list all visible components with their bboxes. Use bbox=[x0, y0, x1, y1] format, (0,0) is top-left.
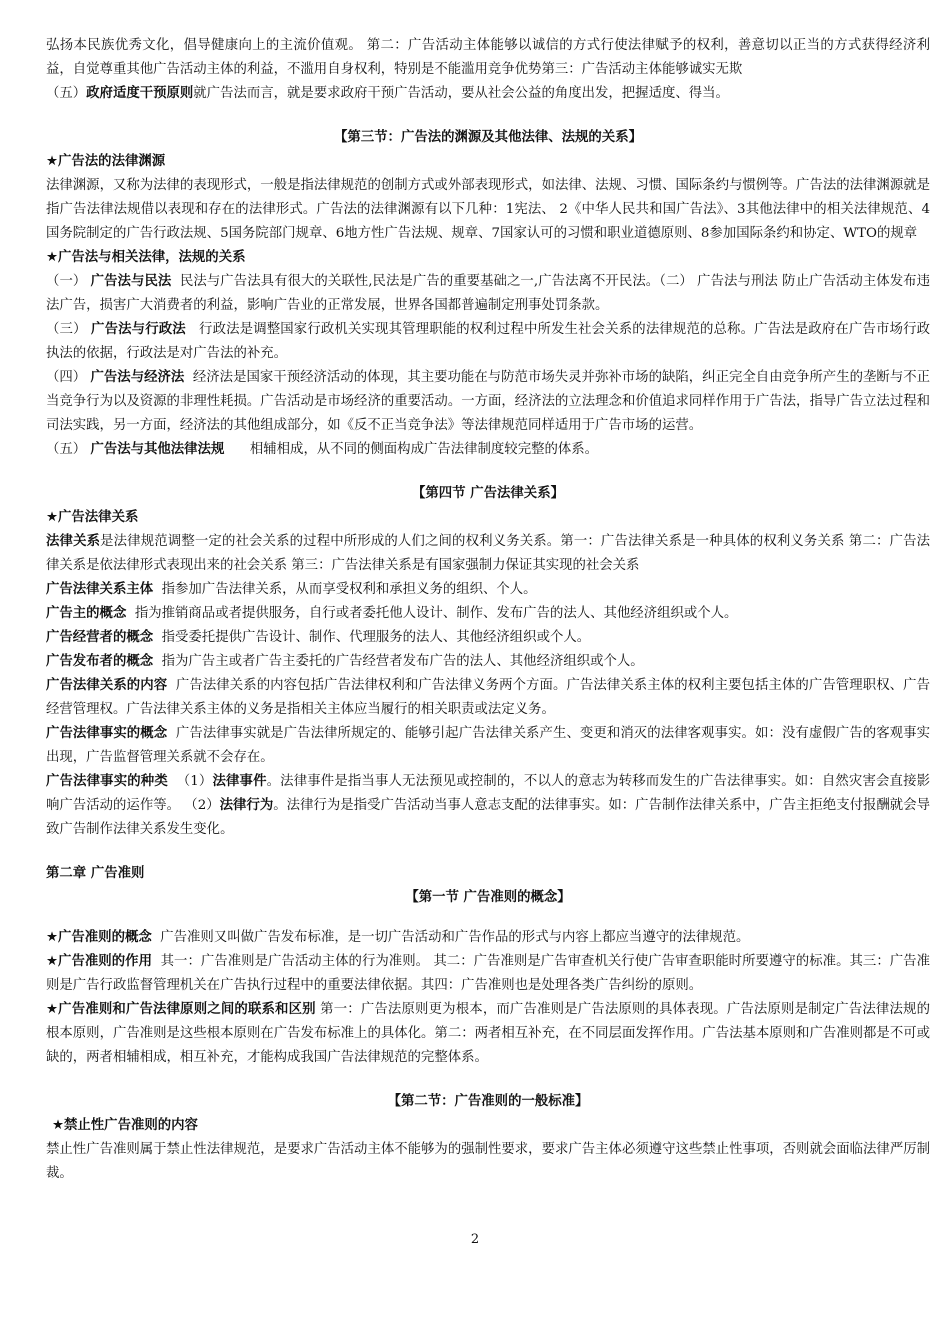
section-heading-2-1: 【第一节 广告准则的概念】 bbox=[405, 890, 571, 905]
bold-term: 广告主的概念 bbox=[46, 606, 127, 621]
item-text: 指受委托提供广告设计、制作、代理服务的法人、其他经济组织或个人。 bbox=[161, 630, 591, 645]
item-text: 民法与广告法具有很大的关联性,民法是广告的重要基础之一,广告法离不开民法。（二） 广告法与刑法 防止广告活动主体发布违法广告，损害广大消费者的利益，影响广告业的正常发展，世界各国都普遍制定刑事处罚条款。 bbox=[46, 274, 930, 313]
paragraph-civil-law bbox=[46, 270, 930, 318]
bold-term: 广告发布者的概念 bbox=[46, 654, 154, 669]
bold-term: 法律关系 bbox=[46, 534, 101, 549]
bold-term: 法律事件 bbox=[212, 774, 267, 789]
definition-content bbox=[46, 674, 930, 722]
item-text: 是法律规范调整一定的社会关系的过程中所形成的人们之间的权利义务关系。第一：广告法律关系是一种具体的权利义务关系 第二：广告法律关系是依法律形式表现出来的社会关系 第三：广告法律关系是有国家强制力保证其实现的社会关系 bbox=[46, 534, 930, 573]
item-text: 指为广告主或者广告主委托的广告经营者发布广告的法人、其他经济组织或个人。 bbox=[161, 654, 644, 669]
page-number: 2 bbox=[470, 1232, 480, 1247]
paragraph-sources: 法律渊源，又称为法律的表现形式，一般是指法律规范的创制方式或外部表现形式，如法律、法规、习惯、国际条约与惯例等。广告法的法律渊源就是指广告法律法规借以表现和存在的法律形式。广告法的法律渊源有以下几种：1宪法、 2《中华人民共和国广告法》、3其他法律中的相关法律规范、4国务院制定的广告行政法规、5国务院部门规章、6地方性广告法规、规章、7国家认可的习惯和职业道德原则、8参加国际条约和协定、WTO的规章 bbox=[46, 178, 930, 241]
document-page bbox=[46, 34, 930, 1186]
paragraph-economic-law bbox=[46, 366, 930, 438]
section-heading-3: 【第三节：广告法的渊源及其他法律、法规的关系】 bbox=[334, 130, 642, 145]
paragraph-principles-cont: 弘扬本民族优秀文化，倡导健康向上的主流价值观。 第二：广告活动主体能够以诚信的方式行使法律赋予的权利，善意切以正当的方式获得经济利益，自觉尊重其他广告活动主体的利益，不滥用自身权利，特别是不能滥用竞争优势第三：广告活动主体能够诚实无欺 bbox=[46, 38, 930, 77]
bold-term: 广告法与其他法律法规 bbox=[90, 442, 225, 457]
paragraph-prohibitive: 禁止性广告准则属于禁止性法律规范，是要求广告活动主体不能够为的强制性要求，要求广告主体必须遵守这些禁止性事项，否则就会面临法律严厉制裁。 bbox=[46, 1142, 930, 1181]
paragraph-norm-role bbox=[46, 950, 930, 998]
item-prefix: （五） bbox=[46, 86, 87, 101]
bold-term: 广告法律关系主体 bbox=[46, 582, 154, 597]
item-text: 广告法律事实就是广告法律所规定的、能够引起广告法律关系产生、变更和消灭的法律客观事实。如：没有虚假广告的客观事实出现，广告监督管理关系就不会存在。 bbox=[46, 726, 931, 765]
subheading-prohibitive: ★禁止性广告准则的内容 bbox=[52, 1118, 198, 1133]
bold-term: 广告经营者的概念 bbox=[46, 630, 154, 645]
item-text: 。法律行为是指受广告活动当事人意志支配的法律事实。如：广告制作法律关系中，广告主拒绝支付报酬就会导致广告制作法律关系发生变化。 bbox=[46, 798, 931, 837]
definition-legal-relation bbox=[46, 530, 930, 578]
item-text: 指为推销商品或者提供服务，自行或者委托他人设计、制作、发布广告的法人、其他经济组织或个人。 bbox=[134, 606, 738, 621]
item-prefix: （四） bbox=[46, 370, 87, 385]
bold-term: 广告法律关系的内容 bbox=[46, 678, 168, 693]
definition-operator bbox=[46, 626, 930, 650]
subheading-relations: ★广告法与相关法律，法规的关系 bbox=[46, 250, 246, 265]
definition-advertiser bbox=[46, 602, 930, 626]
definition-subject bbox=[46, 578, 930, 602]
definition-fact-types bbox=[46, 770, 930, 842]
item-text: 广告准则又叫做广告发布标准，是一切广告活动和广告作品的形式与内容上都应当遵守的法律规范。 bbox=[160, 930, 750, 945]
definition-publisher bbox=[46, 650, 930, 674]
bold-term: ★广告准则和广告法律原则之间的联系和区别 bbox=[46, 1002, 316, 1017]
bold-term: ★广告准则的概念 bbox=[46, 930, 152, 945]
bold-term: 政府适度干预原则 bbox=[86, 86, 194, 101]
item-prefix: （五） bbox=[46, 442, 87, 457]
item-text: 相辅相成，从不同的侧面构成广告法律制度较完整的体系。 bbox=[249, 442, 599, 457]
item-text: 。法律事件是指当事人无法预见或控制的，不以人的意志为转移而发生的广告法律事实。如：自然灾害会直接影响广告活动的运作等。 （2） bbox=[46, 774, 931, 813]
item-text: 就广告法而言，就是要求政府干预广告活动，要从社会公益的角度出发，把握适度、得当。 bbox=[193, 86, 729, 101]
item-prefix: （三） bbox=[46, 322, 87, 337]
item-text: 行政法是调整国家行政机关实现其管理职能的权利过程中所发生社会关系的法律规范的总称。广告法是政府在广告市场行政执法的依据，行政法是对广告法的补充。 bbox=[46, 322, 930, 361]
subheading-legal-relation: ★广告法律关系 bbox=[46, 510, 139, 525]
section-heading-2-2: 【第二节：广告准则的一般标准】 bbox=[387, 1094, 589, 1109]
subheading-sources: ★广告法的法律渊源 bbox=[46, 154, 166, 169]
item-text: （1） bbox=[176, 774, 213, 789]
bold-term: ★广告准则的作用 bbox=[46, 954, 153, 969]
paragraph-admin-law bbox=[46, 318, 930, 366]
item-text: 其一：广告准则是广告活动主体的行为准则。 其二：广告准则是广告审查机关行使广告审查职能时所要遵守的标准。其三：广告准则是广告行政监督管理机关在广告执行过程中的重要法律依据。其四：广告准则也是处理各类广告纠纷的原则。 bbox=[46, 954, 931, 993]
section-heading-4: 【第四节 广告法律关系】 bbox=[412, 486, 564, 501]
paragraph-other-law bbox=[46, 438, 930, 462]
paragraph-norm-difference bbox=[46, 998, 930, 1070]
item-text: 经济法是国家干预经济活动的体现，其主要功能在与防范市场失灵并弥补市场的缺陷，纠正完全自由竞争所产生的垄断与不正当竞争行为以及资源的非理性耗损。广告活动是市场经济的重要活动。一方面，经济法的立法理念和价值追求同样作用于广告法，指导广告立法过程和司法实践，另一方面，经济法的其他组成部分，如《反不正当竞争法》等法律规范同样适用于广告市场的运营。 bbox=[46, 370, 931, 433]
chapter-heading: 第二章 广告准则 bbox=[46, 866, 145, 881]
paragraph-principle-5 bbox=[46, 82, 930, 106]
item-text: 第一：广告法原则更为根本，而广告准则是广告法原则的具体表现。广告法原则是制定广告法律法规的根本原则，广告准则是这些根本原则在广告发布标准上的具体化。第二：两者相互补充，在不同层面发挥作用。广告法基本原则和广告准则都是不可或缺的，两者相辅相成，相互补充，才能构成我国广告法律规范的完整体系。 bbox=[46, 1002, 930, 1065]
bold-term: 广告法律事实的种类 bbox=[46, 774, 168, 789]
definition-legal-fact bbox=[46, 722, 930, 770]
bold-term: 广告法与民法 bbox=[90, 274, 172, 289]
item-text: 指参加广告法律关系，从而享受权利和承担义务的组织、个人。 bbox=[161, 582, 537, 597]
bold-term: 广告法律事实的概念 bbox=[46, 726, 168, 741]
bold-term: 广告法与行政法 bbox=[91, 322, 186, 337]
bold-term: 广告法与经济法 bbox=[90, 370, 185, 385]
item-prefix: （一） bbox=[46, 274, 87, 289]
paragraph-norm-concept bbox=[46, 926, 930, 950]
bold-term: 法律行为 bbox=[219, 798, 274, 813]
item-text: 广告法律关系的内容包括广告法律权利和广告法律义务两个方面。广告法律关系主体的权利主要包括主体的广告管理职权、广告经营管理权。广告法律关系主体的义务是指相关主体应当履行的相关职责或法定义务。 bbox=[46, 678, 931, 717]
